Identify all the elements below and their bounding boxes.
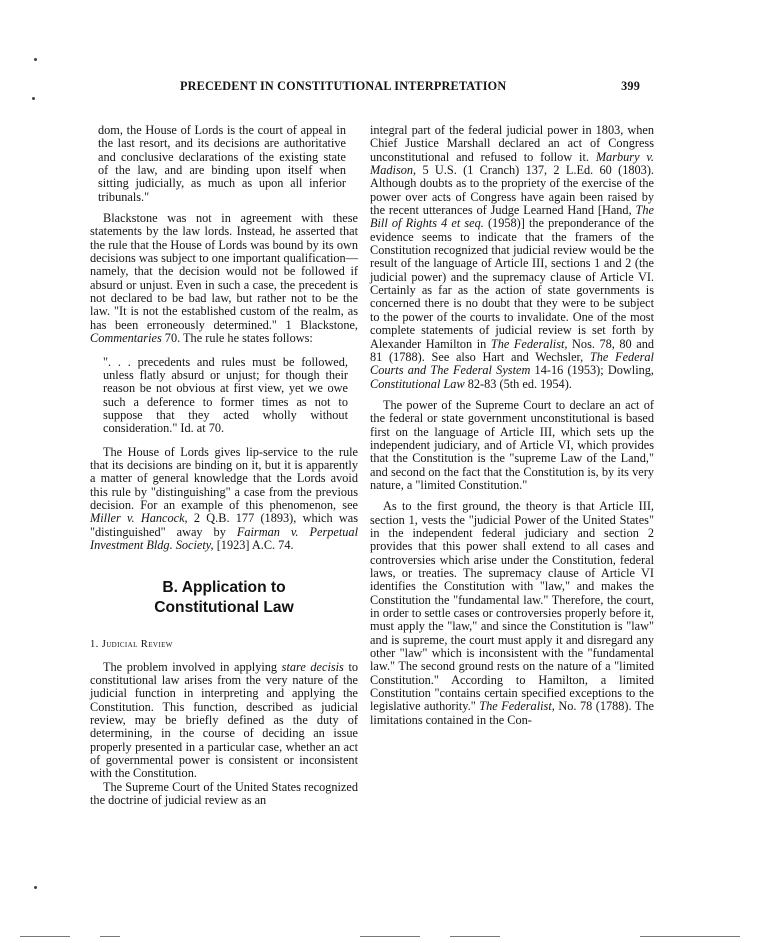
subsection-heading	[90, 638, 358, 651]
scan-speck	[32, 97, 35, 100]
subsection-number: 1.	[90, 639, 99, 651]
paragraph-supreme-court: The Supreme Court of the United States recognized the doctrine of judicial review as an	[90, 779, 358, 808]
section-title	[90, 578, 358, 618]
paragraph-house-of-lords: The House of Lords gives lip-service to the rule that its decisions are binding on it, but it is apparently a matter of general knowledge that the Lords avoid this rule by "distinguishing" a case from the previous decision. For an example of this phenomenon, see Miller v. Hancock, 2 Q.B. 177 (1893), which was "distinguished" away by Fairman v. Perpetual Investment Bldg. Society, [1923] A.C. 74.	[90, 444, 358, 552]
running-title: PRECEDENT IN CONSTITUTIONAL INTERPRETATION	[180, 79, 507, 93]
scan-edge-line	[20, 936, 70, 937]
page-number: 399	[621, 79, 640, 93]
scan-speck	[34, 886, 37, 889]
scan-edge-line	[360, 936, 420, 937]
paragraph-marbury: integral part of the federal judicial power in 1803, when Chief Justice Marshall declared an act of Congress unconstitutional and refused to follow it. Marbury v. Madison, 5 U.S. (1 Cranch) 137, 2 L.Ed. 60 (1803). Although doubts as to the propriety of the exercise of the power over acts of Congress have again been raised by the recent utterances of Judge Learned Hand [Hand, The Bill of Rights 4 et seq. (1958)] the preponderance of the evidence seems to indicate that the framers of the Constitution recognized that judicial review would be the result of the language of Article III, sections 1 and 2 (the judicial power) and the supremacy clause of Article VI. Certainly as far as the action of state governments is concerned there is no doubt that they were to be subject to the power of the courts to invalidate. One of the most complete statements of judicial review is set forth by Alexander Hamilton in The Federalist, Nos. 78, 80 and 81 (1788). See also Hart and Wechsler, The Federal Courts and The Federal System 14-16 (1953); Dowling, Constitutional Law 82-83 (5th ed. 1954).	[370, 123, 655, 391]
paragraph-blackstone: Blackstone was not in agreement with these statements by the law lords. Instead, he asserted that the rule that the House of Lords was bound by its own decisions was subject to one important qualification—namely, that the decision would not be followed if absurd or unjust. Even in such a case, the precedent is not declared to be bad law, but rather not to be the law. "It is not the established custom of the realm, as has been erroneously determined." 1 Blackstone, Commentaries 70. The rule he states follows:	[90, 211, 358, 346]
paragraph-power: The power of the Supreme Court to declare an act of the federal or state government unconstitutional is based first on the language of Article III, which sets up the independent judiciary, and of Article VI, which provides that the Constitution is the "supreme Law of the Land," and second on the fact that the Constitution is, by its very nature, a "limited Constitution."	[370, 397, 654, 492]
section-title-line1: B. Application to	[162, 579, 286, 597]
quote-continuation	[90, 124, 358, 204]
paragraph-first-ground: As to the first ground, the theory is that Article III, section 1, vests the "judicial Power of the United States" in the independent federal judiciary and section 2 provides that this power shall extend to all cases and controversies which arise under the Constitution, federal laws, or treaties. The supremacy clause of Article VI identifies the Constitution with "law," and makes the Constitution the "fundamental law." Therefore, the court, in order to settle cases or controversies properly before it, must apply the "law," and since the Constitution is "law" and is supreme, the court must apply it and disregard any other "law" which is inconsistent with the "fundamental law." The second ground rests on the nature of a "limited Constitution." According to Hamilton, a limited Constitution "contains certain specified exceptions to the legislative authority." The Federalist, No. 78 (1788). The limitations contained in the Con-	[370, 499, 655, 727]
scan-edge-line	[450, 936, 500, 937]
subsection-title: Judicial Review	[101, 639, 173, 651]
left-column	[90, 124, 358, 807]
paragraph-problem: The problem involved in applying stare decisis to constitutional law arises from the very nature of the judicial function in interpreting and applying the Constitution. This function, described as judicial review, may be briefly defined as the duty of determining, in the course of deciding an issue properly presented in a particular case, whether an act of governmental power is consistent or inconsistent with the Constitution.	[90, 659, 359, 781]
scan-edge-line	[100, 936, 120, 937]
right-column	[370, 124, 654, 727]
block-quote-text: ". . . precedents and rules must be followed, unless flatly absurd or unjust; for though their reason be not obvious at first view, yet we owe such a deference to former times as not to suppose that they acted wholly without consideration." Id. at 70.	[103, 354, 348, 436]
quote-text: dom, the House of Lords is the court of appeal in the last resort, and its decisions are authoritative and conclusive declarations of the existing state of the law, and are binding upon itself when sitting judicially, as much as upon all inferior tribunals."	[98, 123, 346, 204]
scan-edge-line	[640, 936, 740, 937]
scan-speck	[34, 58, 37, 61]
section-title-line2: Constitutional Law	[154, 599, 294, 617]
block-quote	[90, 356, 358, 436]
